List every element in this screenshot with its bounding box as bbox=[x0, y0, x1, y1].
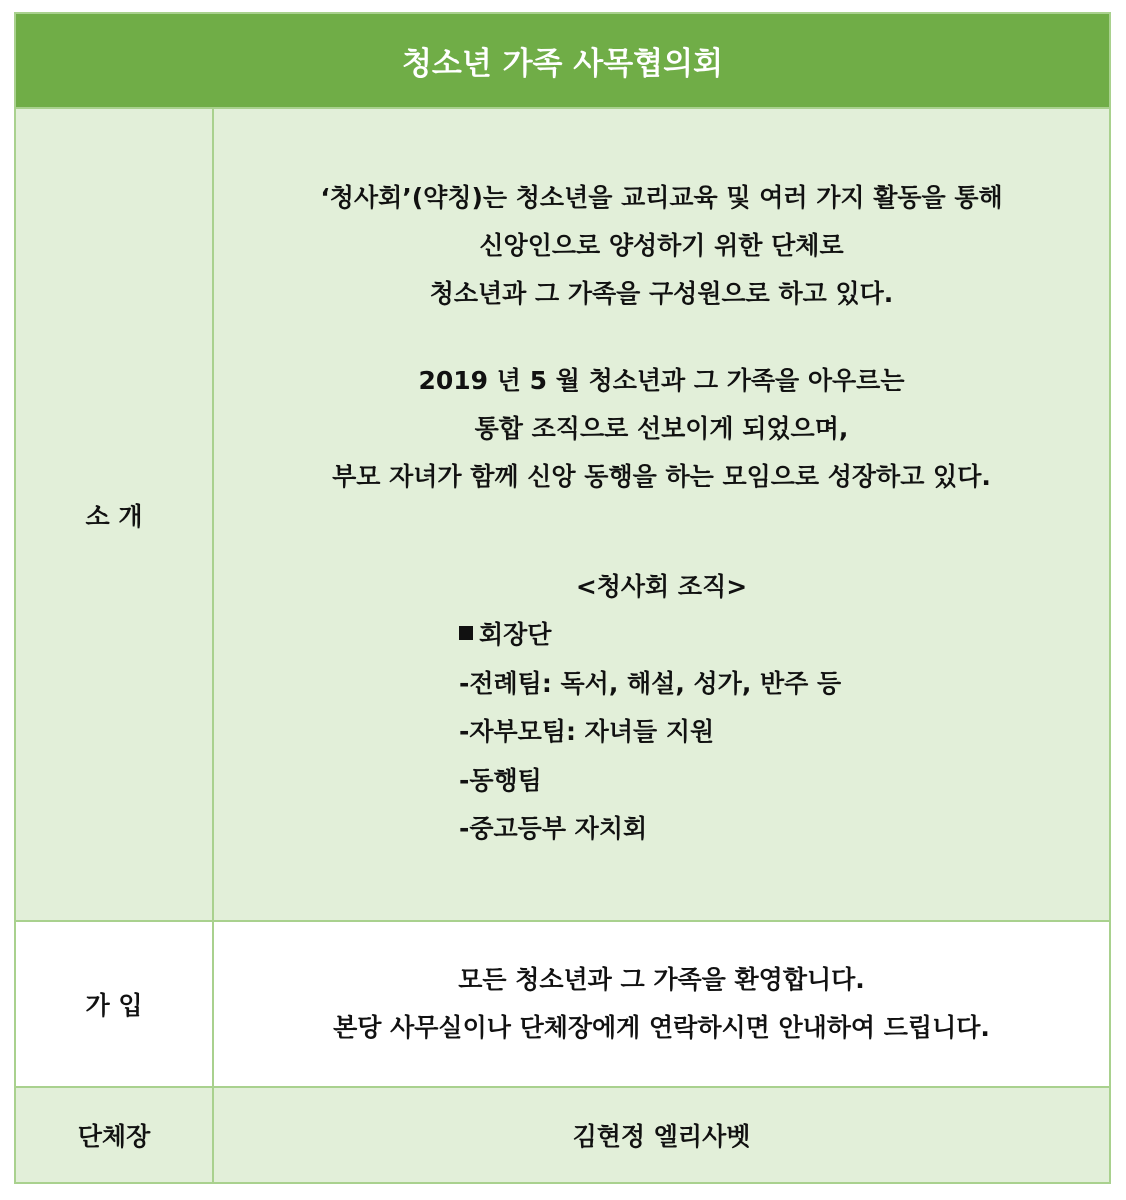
org-item: -동행팀 bbox=[459, 765, 542, 795]
square-bullet-icon bbox=[459, 626, 473, 640]
org-item: -중고등부 자치회 bbox=[459, 814, 648, 843]
org-head-label: 회장단 bbox=[479, 620, 552, 649]
intro-label: 소 개 bbox=[16, 109, 214, 920]
org-head bbox=[459, 611, 841, 660]
intro-p2-line: 2019 년 5 월 청소년과 그 가족을 아우르는 bbox=[418, 366, 905, 395]
leader-name: 김현정 엘리사벳 bbox=[572, 1122, 751, 1151]
leader-content bbox=[214, 1088, 1109, 1182]
leader-label: 단체장 bbox=[16, 1088, 214, 1182]
intro-p1-line: 신앙인으로 양성하기 위한 단체로 bbox=[479, 231, 844, 260]
join-line: 본당 사무실이나 단체장에게 연락하시면 안내하여 드립니다. bbox=[333, 1013, 990, 1042]
intro-p2-line: 부모 자녀가 함께 신앙 동행을 하는 모임으로 성장하고 있다. bbox=[332, 462, 991, 491]
intro-paragraph-1 bbox=[214, 174, 1109, 318]
intro-content bbox=[214, 109, 1109, 920]
join-line: 모든 청소년과 그 가족을 환영합니다. bbox=[458, 965, 865, 994]
leader-row bbox=[16, 1086, 1109, 1182]
intro-p1-line: 청소년과 그 가족을 구성원으로 하고 있다. bbox=[429, 279, 894, 308]
join-content bbox=[214, 922, 1109, 1086]
join-row bbox=[16, 920, 1109, 1086]
org-title: <청사회 조직> bbox=[575, 572, 748, 601]
intro-p2-line: 통합 조직으로 선보이게 되었으며, bbox=[474, 414, 849, 443]
table-title: 청소년 가족 사목협의회 bbox=[16, 14, 1109, 107]
join-label: 가 입 bbox=[16, 922, 214, 1086]
intro-p1-line: ‘청사회’(약칭)는 청소년을 교리교육 및 여러 가지 활동을 통해 bbox=[320, 183, 1003, 212]
org-item: -자부모팀: 자녀들 지원 bbox=[459, 717, 715, 746]
org-item: -전례팀: 독서, 해설, 성가, 반주 등 bbox=[459, 668, 842, 698]
org-list bbox=[459, 611, 841, 854]
intro-paragraph-2 bbox=[214, 357, 1109, 501]
info-table bbox=[14, 12, 1111, 1184]
join-text bbox=[214, 956, 1109, 1052]
intro-row bbox=[16, 107, 1109, 920]
